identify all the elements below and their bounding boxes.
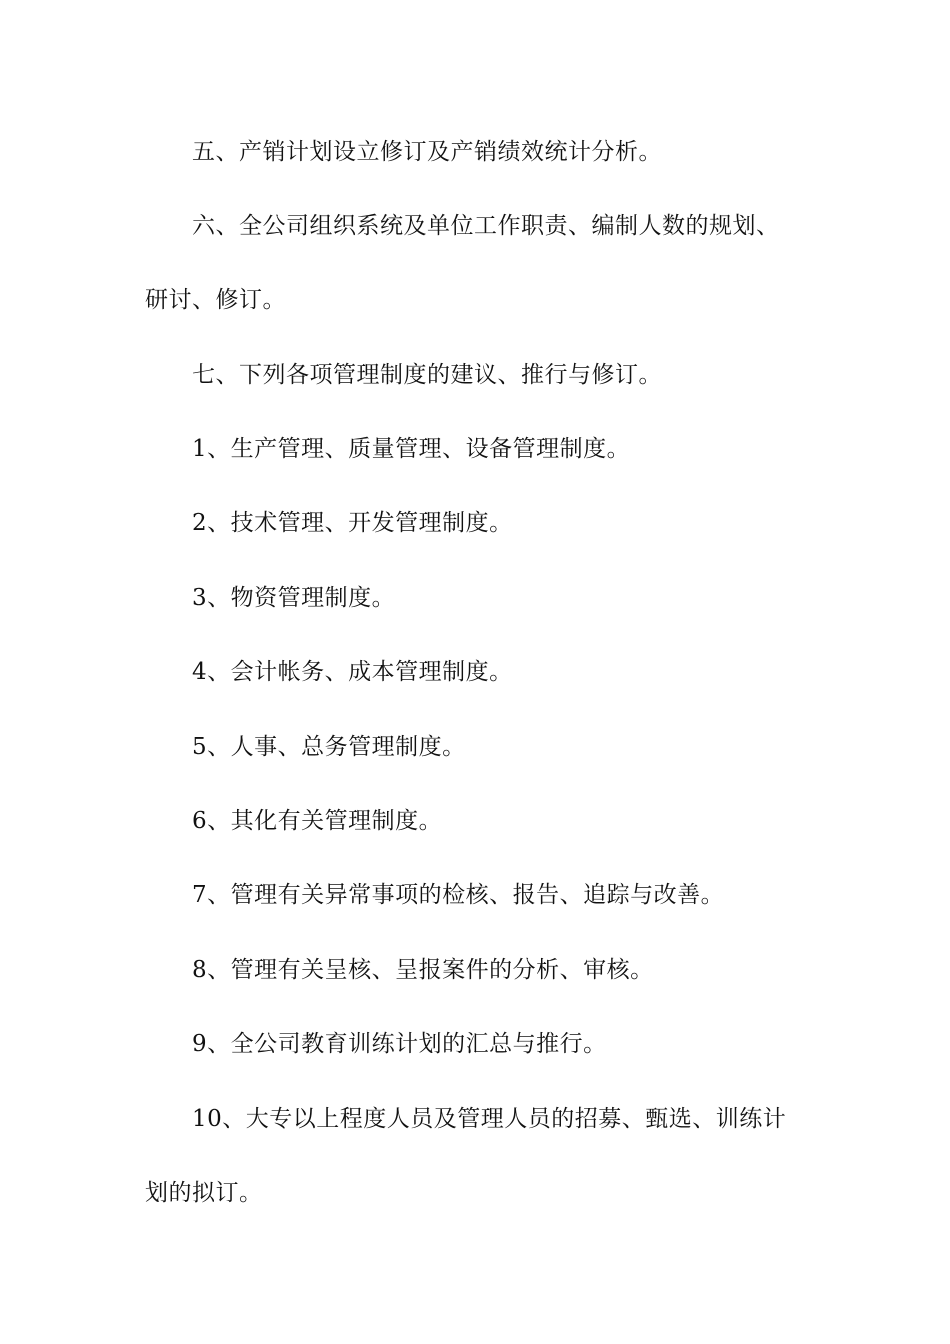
list-item-6: 6、其化有关管理制度。: [192, 808, 443, 834]
list-item-1: 1、生产管理、质量管理、设备管理制度。: [192, 436, 631, 462]
list-item-7: 7、管理有关异常事项的检核、报告、追踪与改善。: [192, 882, 725, 908]
paragraph-line-4: 七、下列各项管理制度的建议、推行与修订。: [192, 362, 662, 388]
list-item-4: 4、会计帐务、成本管理制度。: [192, 659, 513, 685]
paragraph-line-2: 六、全公司组织系统及单位工作职责、编制人数的规划、: [192, 213, 780, 239]
list-item-5: 5、人事、总务管理制度。: [192, 734, 466, 760]
paragraph-line-1: 五、产销计划设立修订及产销绩效统计分析。: [192, 139, 662, 165]
list-item-9: 9、全公司教育训练计划的汇总与推行。: [192, 1031, 607, 1057]
list-item-10: 10、大专以上程度人员及管理人员的招募、甄选、训练计: [192, 1106, 787, 1132]
list-item-10-continuation: 划的拟订。: [145, 1180, 263, 1206]
list-item-8: 8、管理有关呈核、呈报案件的分析、审核。: [192, 957, 654, 983]
list-item-2: 2、技术管理、开发管理制度。: [192, 510, 513, 536]
paragraph-line-3: 研讨、修订。: [145, 287, 286, 313]
list-item-3: 3、物资管理制度。: [192, 585, 396, 611]
